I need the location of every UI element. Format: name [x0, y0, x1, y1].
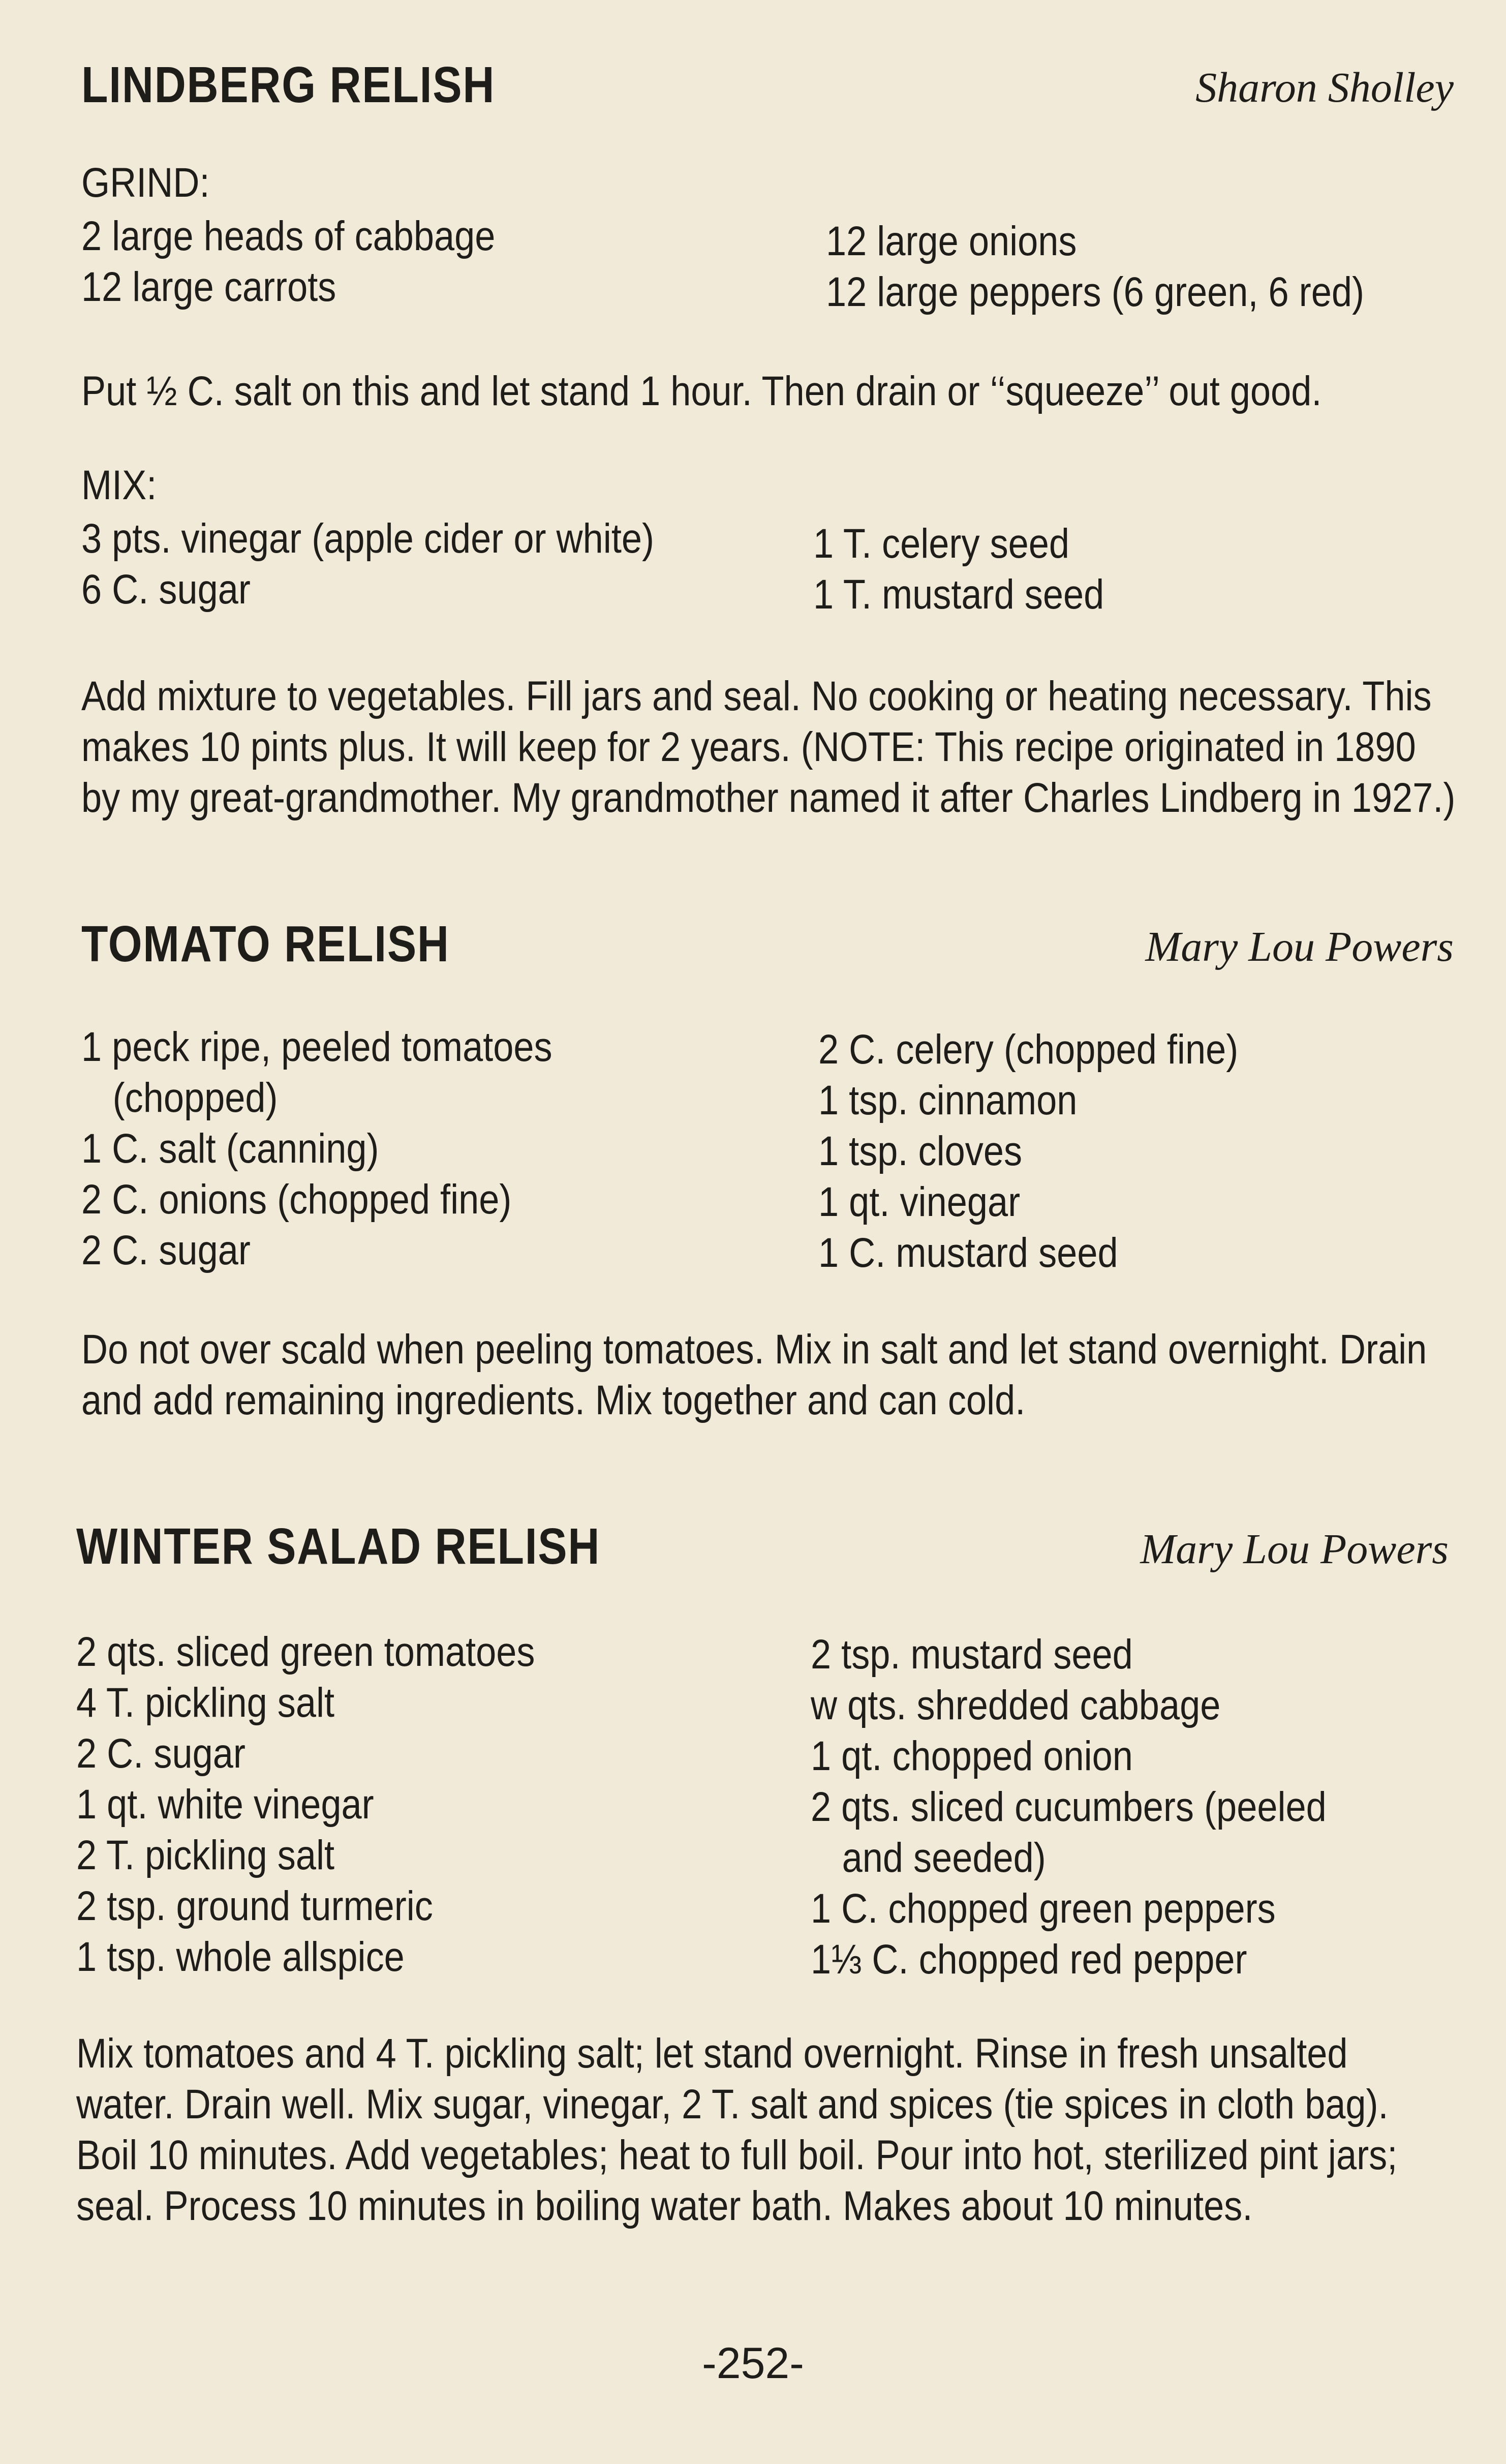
- ingredient: and seeded): [842, 1835, 1046, 1881]
- grind-label: GRIND:: [81, 160, 210, 206]
- recipe-directions: Add mixture to vegetables. Fill jars and seal. No cooking or heating necessary. This makes 10 pints plus. It will keep for 2 years. (NOTE: This recipe originated in 1890 by my great-grandmother. My grandmother named it after Charles Lindberg in 1927.): [81, 673, 1456, 821]
- ingredient: 2 T. pickling salt: [76, 1832, 335, 1878]
- recipe-tomato-relish: [81, 915, 1454, 1449]
- recipe-directions: Do not over scald when peeling tomatoes. Mix in salt and let stand overnight. Drain and add remaining ingredients. Mix together and can cold.: [81, 1326, 1427, 1423]
- ingredient: 12 large peppers (6 green, 6 red): [826, 269, 1365, 315]
- ingredient: 1 tsp. whole allspice: [76, 1934, 405, 1980]
- ingredient: (chopped): [112, 1075, 278, 1121]
- ingredient: 2 tsp. mustard seed: [811, 1631, 1133, 1678]
- recipe-title: LINDBERG RELISH: [81, 56, 496, 113]
- recipe-author: Mary Lou Powers: [1140, 1526, 1449, 1573]
- ingredient: 12 large carrots: [81, 264, 336, 310]
- ingredient: 12 large onions: [826, 218, 1077, 264]
- page-number: -252-: [702, 2339, 804, 2388]
- ingredient: 1 qt. white vinegar: [76, 1781, 374, 1828]
- ingredient: 1 T. celery seed: [813, 521, 1070, 567]
- ingredient: 1 tsp. cinnamon: [818, 1077, 1078, 1123]
- ingredient: 1 C. salt (canning): [81, 1125, 379, 1172]
- grind-ingredients-left: [81, 211, 552, 313]
- ingredient: w qts. shredded cabbage: [811, 1682, 1221, 1728]
- ingredient: 1 qt. vinegar: [818, 1179, 1021, 1225]
- grind-ingredients-right: [826, 216, 1437, 318]
- ingredients-left: [76, 1627, 598, 1983]
- recipe-author: Sharon Sholley: [1195, 64, 1454, 111]
- mix-label: MIX:: [81, 462, 157, 508]
- recipe-directions: Mix tomatoes and 4 T. pickling salt; let stand overnight. Rinse in fresh unsalted water. Drain well. Mix sugar, vinegar, 2 T. salt and spices (tie spices in cloth bag). Boil 10 minutes. Add vegetables; heat to full boil. Pour into hot, sterilized pint jars; seal. Process 10 minutes in boiling water bath. Makes about 10 minutes.: [76, 2030, 1398, 2229]
- ingredient: 1 qt. chopped onion: [811, 1733, 1133, 1779]
- ingredient: 3 pts. vinegar (apple cider or white): [81, 515, 655, 562]
- mix-ingredients-left: [81, 513, 732, 615]
- ingredient: 2 qts. sliced green tomatoes: [76, 1629, 535, 1675]
- ingredient: 1 C. mustard seed: [818, 1230, 1118, 1276]
- ingredient: 6 C. sugar: [81, 566, 251, 613]
- ingredient: 2 C. celery (chopped fine): [818, 1026, 1239, 1073]
- recipe-title: WINTER SALAD RELISH: [76, 1518, 601, 1575]
- ingredient: 2 tsp. ground turmeric: [76, 1883, 433, 1929]
- salt-instruction: Put ½ C. salt on this and let stand 1 hour. Then drain or ‘‘squeeze’’ out good.: [81, 368, 1322, 414]
- ingredient: 2 C. sugar: [76, 1730, 245, 1777]
- ingredient: 1 T. mustard seed: [813, 571, 1104, 618]
- mix-ingredients-right: [813, 519, 1144, 620]
- ingredient: 2 qts. sliced cucumbers (peeled: [811, 1784, 1327, 1830]
- ingredient: 1 peck ripe, peeled tomatoes: [81, 1024, 552, 1070]
- recipe-author: Mary Lou Powers: [1145, 923, 1454, 970]
- ingredients-left: [81, 1022, 617, 1276]
- recipe-winter-salad-relish: [76, 1517, 1449, 2260]
- recipe-lindberg-relish: [81, 56, 1454, 849]
- ingredient: 2 large heads of cabbage: [81, 213, 496, 259]
- ingredient: 4 T. pickling salt: [76, 1680, 335, 1726]
- ingredient: 1⅓ C. chopped red pepper: [811, 1936, 1247, 1983]
- ingredients-right: [811, 1629, 1397, 1985]
- ingredient: 1 C. chopped green peppers: [811, 1885, 1276, 1932]
- ingredient: 2 C. sugar: [81, 1227, 251, 1273]
- ingredient: 2 C. onions (chopped fine): [81, 1176, 512, 1223]
- recipe-title: TOMATO RELISH: [81, 916, 450, 972]
- ingredient: 1 tsp. cloves: [818, 1128, 1023, 1174]
- ingredients-right: [818, 1024, 1296, 1279]
